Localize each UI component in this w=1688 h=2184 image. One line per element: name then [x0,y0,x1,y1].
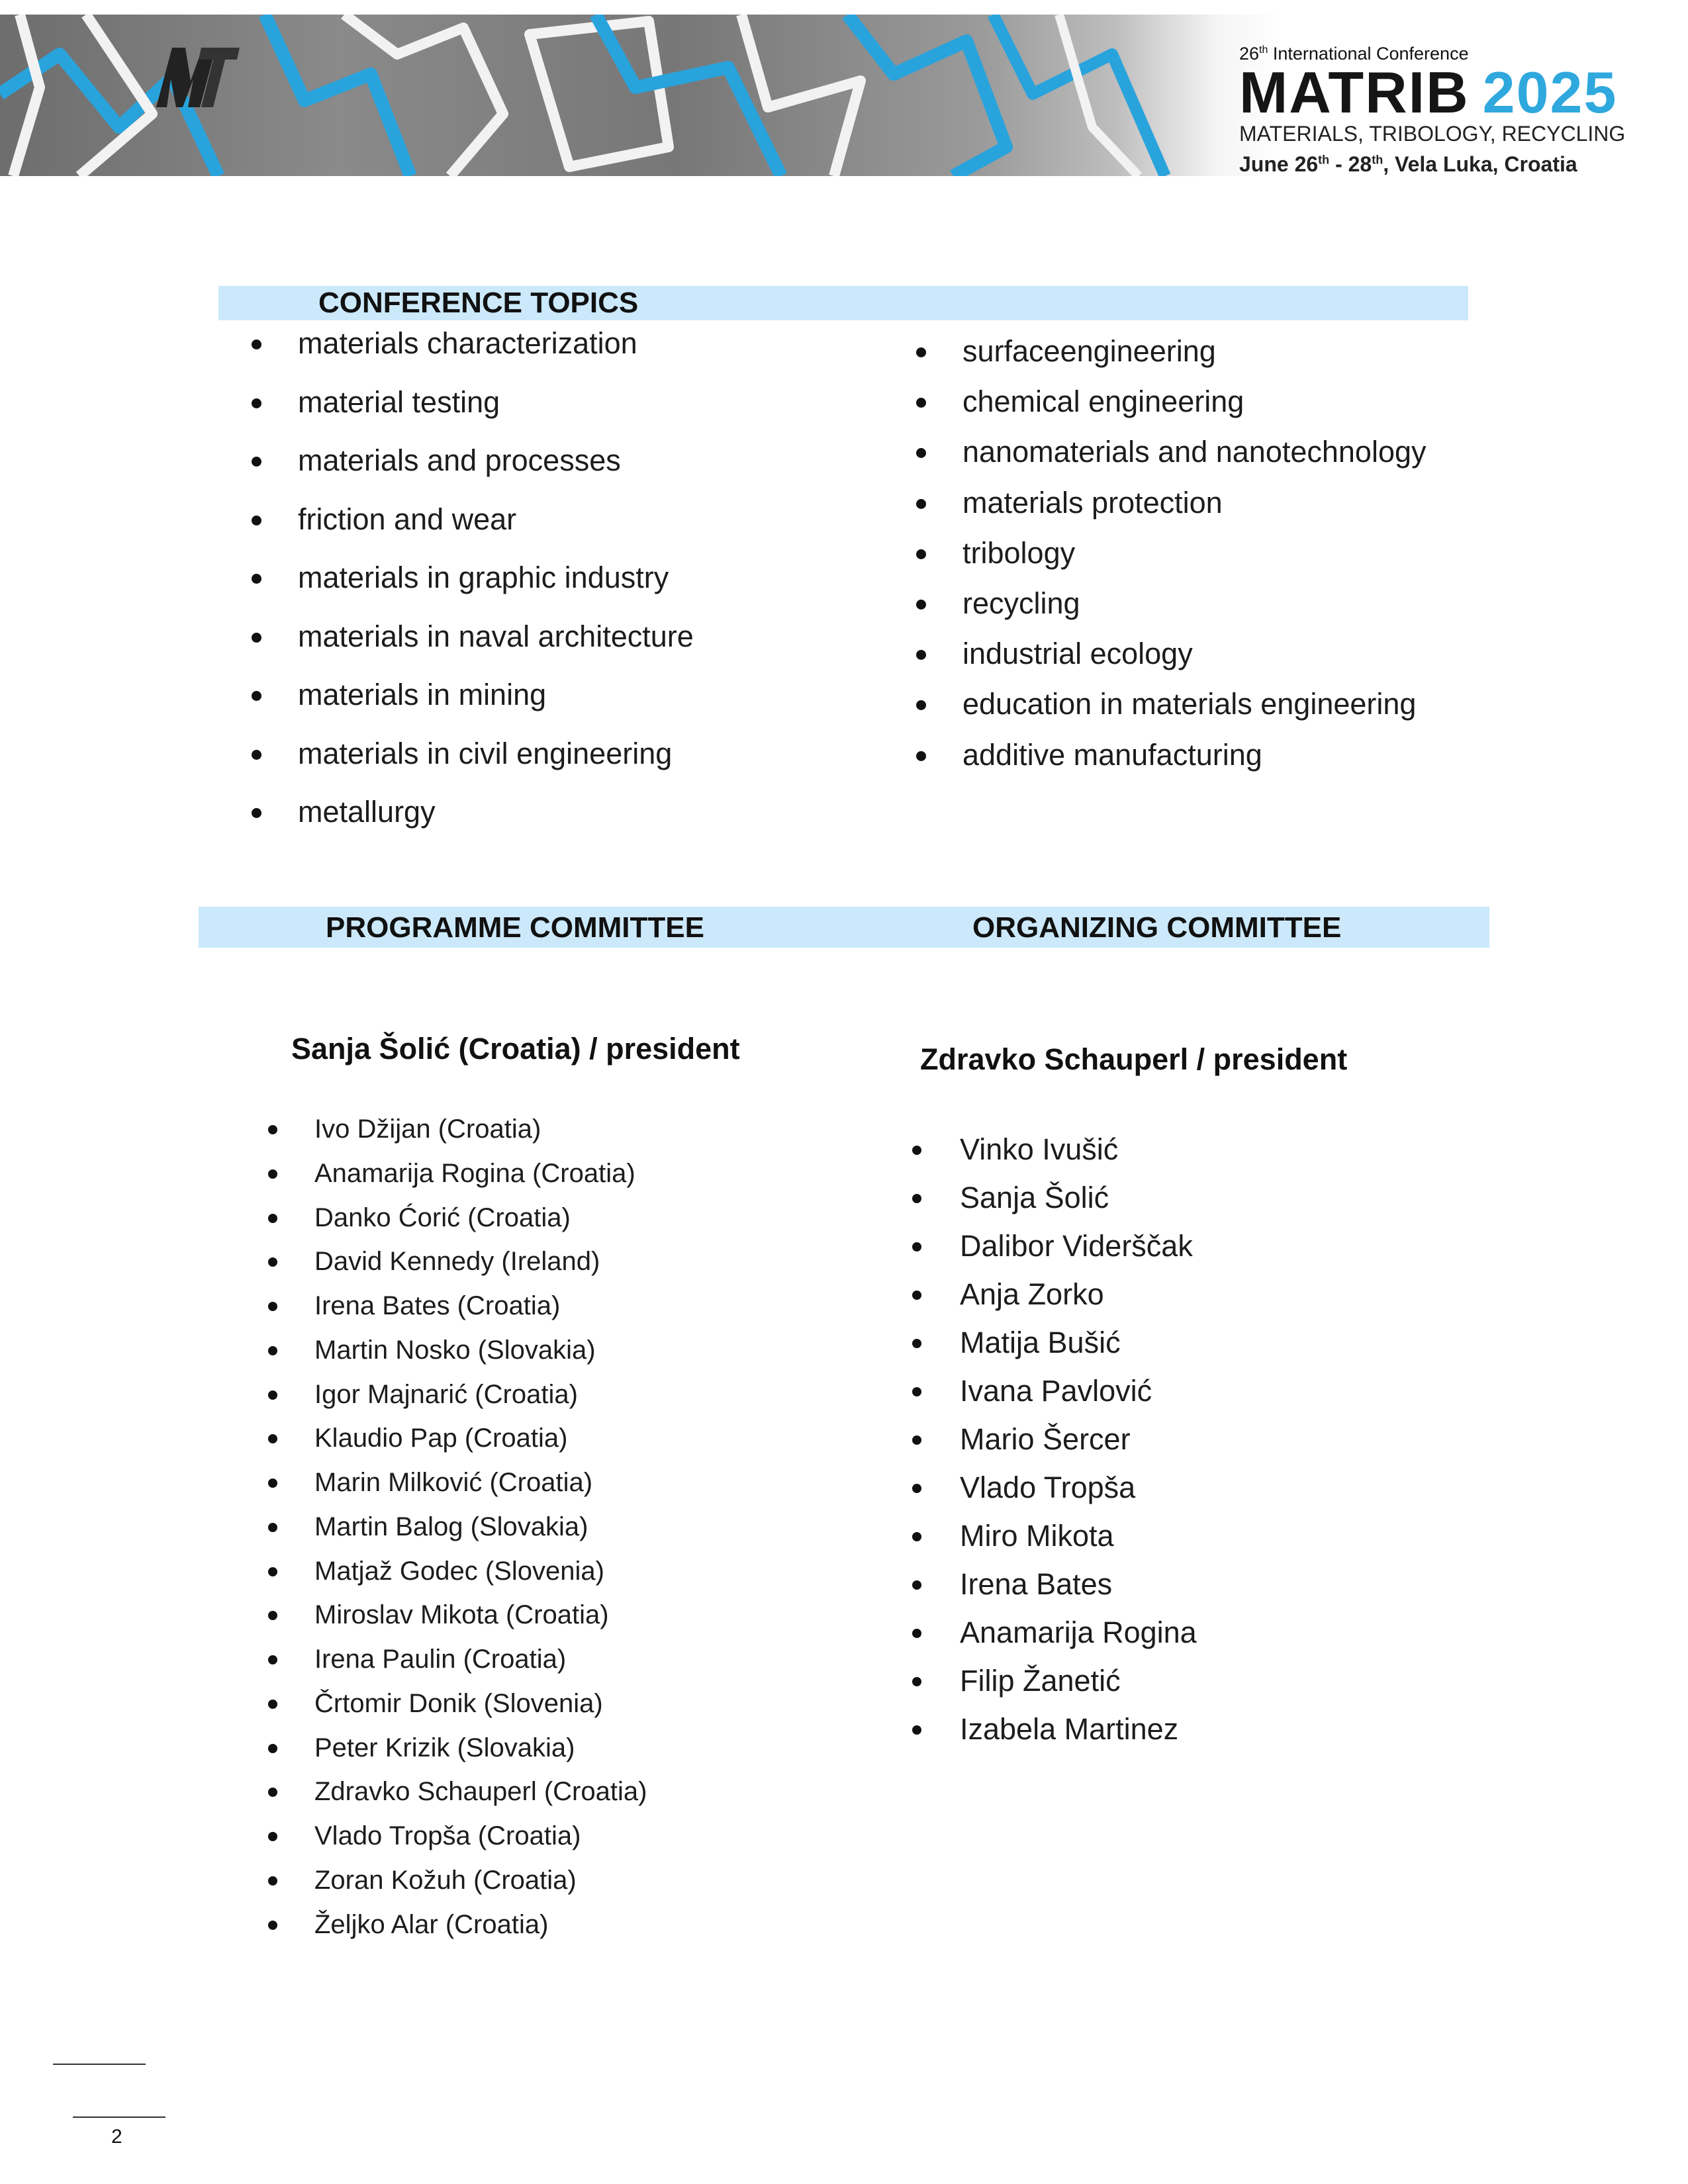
bullet-icon [268,1390,277,1400]
programme-member [268,1116,647,1160]
bullet-icon [252,398,261,408]
organizing-member-label: Filip Žanetić [960,1664,1121,1698]
programme-president: Sanja Šolić (Croatia) / president [291,1032,740,1066]
organizing-committee-heading: ORGANIZING COMMITTEE [972,911,1342,944]
organizing-member [912,1134,1197,1183]
topic-item [252,621,694,680]
bullet-icon [912,1194,921,1203]
programme-member-label: Zdravko Schauperl (Croatia) [314,1777,647,1807]
conference-label-text: International Conference [1268,44,1469,64]
organizing-member-label: Vinko Ivušić [960,1132,1119,1166]
bullet-icon [252,574,261,584]
organizing-member [912,1714,1197,1762]
organizing-member-label: Vlado Tropša [960,1471,1136,1504]
bullet-icon [916,347,926,357]
bullet-icon [916,600,926,610]
programme-committee-heading: PROGRAMME COMMITTEE [326,911,704,944]
bullet-icon [268,1876,277,1886]
organizing-member-label: Dalibor Viderščak [960,1229,1193,1263]
conference-ordinal: 26 [1239,44,1260,64]
programme-member-label: Irena Paulin (Croatia) [314,1645,567,1674]
conference-subtitle: MATERIALS, TRIBOLOGY, RECYCLING [1239,122,1626,146]
bullet-icon [252,808,261,818]
bullet-icon [916,650,926,660]
topic-item [916,535,1427,588]
footer-rule-upper [53,2064,146,2065]
topic-item-label: nanomaterials and nanotechnology [962,435,1427,469]
topics-heading: CONFERENCE TOPICS [318,287,639,319]
bullet-icon [916,751,926,761]
topic-item-label: materials in mining [298,678,547,711]
topic-item [916,437,1427,487]
conference-name: MATRIB [1239,60,1470,125]
programme-member [268,1469,647,1514]
organizing-member-label: Izabela Martinez [960,1712,1179,1746]
topic-item [252,563,694,621]
bullet-icon [268,1567,277,1576]
organizing-member-label: Miro Mikota [960,1519,1114,1553]
organizing-member-label: Mario Šercer [960,1422,1131,1456]
conference-date [1239,152,1577,176]
programme-member-label: Igor Majnarić (Croatia) [314,1379,578,1409]
bullet-icon [268,1921,277,1930]
topic-item-label: tribology [962,535,1076,570]
bullet-icon [268,1125,277,1134]
bullet-icon [912,1146,921,1155]
programme-member-label: Klaudio Pap (Croatia) [314,1424,568,1453]
programme-member [268,1514,647,1558]
topic-item-label: industrial ecology [962,637,1193,671]
programme-member-label: Željko Alar (Croatia) [314,1909,549,1939]
topic-item [252,797,694,856]
programme-member-label: Martin Nosko (Slovakia) [314,1335,596,1365]
topic-item [252,680,694,739]
bullet-icon [912,1580,921,1590]
programme-member [268,1425,647,1469]
organizing-member-label: Anamarija Rogina [960,1615,1197,1649]
topic-item [916,485,1427,538]
bullet-icon [268,1479,277,1488]
date-end: - 28 [1329,152,1372,176]
programme-member-label: Zoran Kožuh (Croatia) [314,1865,577,1895]
topic-item [252,504,694,563]
organizing-member [912,1521,1197,1569]
bullet-icon [912,1629,921,1638]
programme-member-label: Marin Milković (Croatia) [314,1468,593,1497]
topic-item-label: materials and processes [298,443,621,477]
programme-member-label: Matjaž Godec (Slovenia) [314,1556,604,1586]
bullet-icon [268,1257,277,1267]
programme-member-label: Martin Balog (Slovakia) [314,1512,588,1541]
bullet-icon [916,448,926,458]
organizing-member [912,1666,1197,1714]
ordinal-suffix: th [1259,44,1268,56]
programme-member [268,1911,647,1956]
programme-member [268,1646,647,1690]
bullet-icon [912,1242,921,1251]
topic-item-label: education in materials engineering [962,687,1417,721]
topic-item [916,387,1427,437]
bullet-icon [912,1339,921,1348]
bullet-icon [916,700,926,710]
programme-member-label: Miroslav Mikota (Croatia) [314,1600,609,1630]
mt-logo [154,41,241,110]
programme-member [268,1293,647,1337]
topic-item [916,737,1427,790]
bullet-icon [916,549,926,559]
bullet-icon [916,398,926,408]
programme-member-label: Danko Ćorić (Croatia) [314,1203,571,1232]
organizing-member-label: Irena Bates [960,1567,1113,1601]
programme-member [268,1381,647,1426]
date-suffix-2: th [1372,153,1383,167]
programme-member [268,1558,647,1602]
topics-left-list [252,328,694,856]
topic-item-label: chemical engineering [962,385,1244,419]
topic-item-label: materials characterization [298,326,637,360]
bullet-icon [252,516,261,525]
topic-item-label: materials protection [962,485,1223,520]
header-banner [0,15,1688,176]
programme-member-label: Črtomir Donik (Slovenia) [314,1688,603,1718]
conference-title [1239,60,1618,125]
footer-rule-lower [73,2116,165,2118]
organizing-member [912,1231,1197,1279]
topic-item-label: friction and wear [298,502,517,536]
topic-item [916,336,1427,387]
topic-item [252,387,694,446]
bullet-icon [252,457,261,467]
conference-year: 2025 [1482,60,1618,125]
programme-member-label: Anamarija Rogina (Croatia) [314,1158,635,1188]
organizing-member-label: Sanja Šolić [960,1181,1109,1214]
organizing-member [912,1376,1197,1424]
organizing-president: Zdravko Schauperl / president [920,1042,1348,1076]
bullet-icon [268,1611,277,1620]
bullet-icon [268,1523,277,1532]
topic-item-label: surfaceengineering [962,334,1216,368]
bullet-icon [268,1832,277,1841]
organizing-member [912,1279,1197,1328]
bullet-icon [916,499,926,509]
bullet-icon [268,1346,277,1355]
topic-item [252,736,694,797]
bullet-icon [252,633,261,643]
bullet-icon [912,1725,921,1735]
topic-item [916,588,1427,639]
topic-item-label: recycling [962,586,1080,620]
organizing-member-label: Anja Zorko [960,1277,1104,1311]
programme-member [268,1248,647,1293]
organizing-member [912,1473,1197,1521]
bullet-icon [252,691,261,701]
topic-item [252,445,694,504]
bullet-icon [268,1214,277,1223]
programme-member [268,1602,647,1646]
bullet-icon [912,1677,921,1686]
topic-item-label: materials in naval architecture [298,619,694,653]
bullet-icon [912,1387,921,1396]
programme-member-label: Peter Krizik (Slovakia) [314,1733,575,1762]
date-suffix-1: th [1318,153,1330,167]
bullet-icon [268,1700,277,1709]
organizing-members-list [912,1134,1197,1762]
bullet-icon [252,750,261,760]
topic-item-label: metallurgy [298,795,436,829]
bullet-icon [268,1788,277,1797]
topic-item-label: additive manufacturing [962,737,1262,772]
programme-member-label: David Kennedy (Ireland) [314,1247,600,1277]
programme-members-list [268,1116,647,1955]
organizing-member [912,1328,1197,1376]
topics-right-list [916,336,1427,790]
organizing-member [912,1617,1197,1666]
bullet-icon [912,1291,921,1300]
date-place: , Vela Luka, Croatia [1383,152,1577,176]
bullet-icon [912,1435,921,1445]
page-number: 2 [111,2126,122,2148]
programme-member-label: Vlado Tropša (Croatia) [314,1821,581,1850]
bullet-icon [268,1434,277,1443]
programme-member [268,1735,647,1779]
topic-item-label: materials in graphic industry [298,561,669,594]
programme-member [268,1690,647,1735]
organizing-member-label: Ivana Pavlović [960,1374,1152,1408]
programme-member [268,1778,647,1823]
topic-item [916,689,1427,739]
programme-member [268,1160,647,1205]
programme-member-label: Ivo Džijan (Croatia) [314,1115,541,1144]
organizing-member [912,1183,1197,1231]
topic-item [916,639,1427,689]
organizing-member-label: Matija Bušić [960,1326,1121,1359]
bullet-icon [252,340,261,349]
topic-item-label: material testing [298,385,500,419]
bullet-icon [268,1302,277,1311]
bullet-icon [268,1744,277,1753]
programme-member-label: Irena Bates (Croatia) [314,1291,561,1320]
bullet-icon [912,1484,921,1493]
bullet-icon [268,1169,277,1179]
date-start: June 26 [1239,152,1319,176]
bullet-icon [268,1655,277,1664]
organizing-member [912,1424,1197,1473]
organizing-member [912,1569,1197,1617]
programme-member [268,1867,647,1911]
programme-member [268,1205,647,1249]
bullet-icon [912,1532,921,1541]
topic-item [252,328,694,387]
conference-info [1239,29,1676,176]
programme-member [268,1337,647,1381]
topic-item-label: materials in civil engineering [298,736,673,770]
programme-member [268,1823,647,1867]
